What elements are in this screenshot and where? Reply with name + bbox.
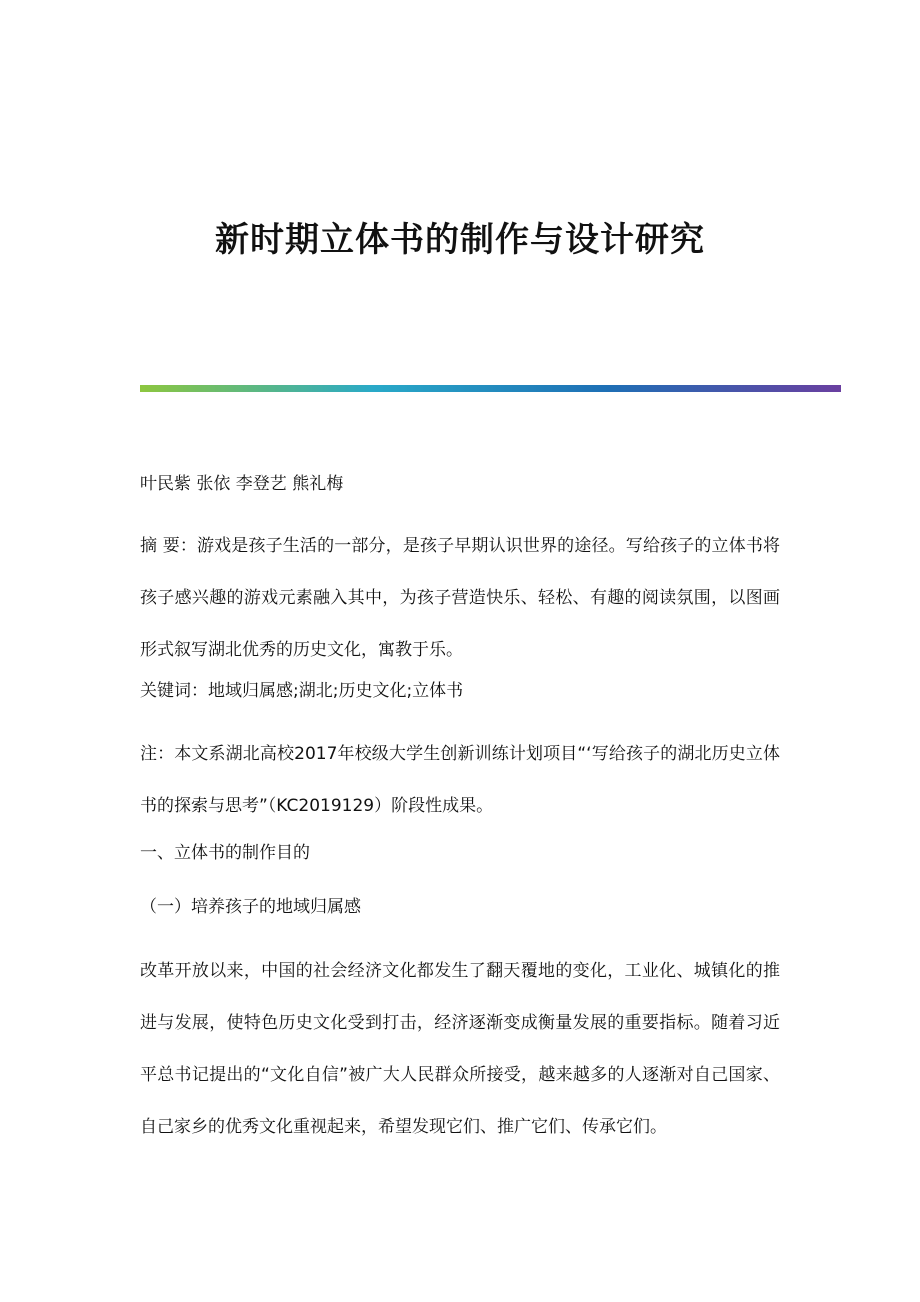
funding-note: 注：本文系湖北高校2017年校级大学生创新训练计划项目“‘写给孩子的湖北历史立体书的探索与思考”（KC2019129）阶段性成果。 bbox=[140, 744, 780, 816]
title-divider bbox=[140, 385, 841, 392]
body-paragraph: 改革开放以来，中国的社会经济文化都发生了翻天覆地的变化，工业化、城镇化的推进与发展，使特色历史文化受到打击，经济逐渐变成衡量发展的重要指标。随着习近平总书记提出的“文化自信”被广大人民群众所接受，越来越多的人逐渐对自己国家、自己家乡的优秀文化重视起来，希望发现它们、推广它们、传承它们。 bbox=[140, 961, 780, 1137]
abstract-paragraph: 摘 要：游戏是孩子生活的一部分，是孩子早期认识世界的途径。写给孩子的立体书将孩子感兴趣的游戏元素融入其中，为孩子营造快乐、轻松、有趣的阅读氛围，以图画形式叙写湖北优秀的历史文化，寓教于乐。 bbox=[140, 536, 780, 660]
subsection-heading: （一）培养孩子的地域归属感 bbox=[140, 897, 361, 917]
document-title: 新时期立体书的制作与设计研究 bbox=[215, 220, 705, 260]
section-heading: 一、立体书的制作目的 bbox=[140, 843, 310, 863]
authors-line: 叶民紫 张依 李登艺 熊礼梅 bbox=[140, 474, 344, 494]
keywords-line: 关键词：地域归属感;湖北;历史文化;立体书 bbox=[140, 681, 464, 701]
